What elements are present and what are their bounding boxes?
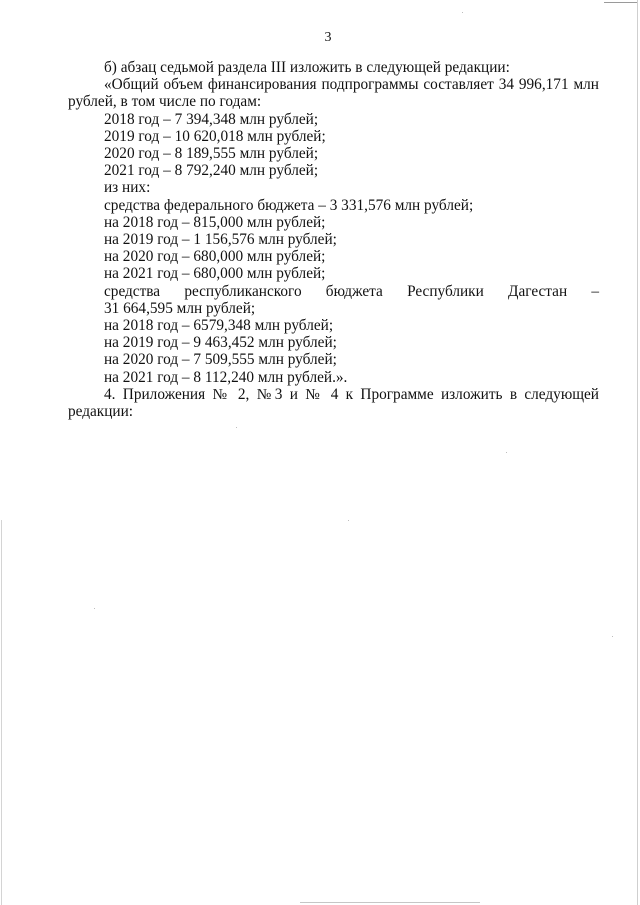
document-body <box>68 59 599 420</box>
republic-title-line: средства республиканского бюджета Республики Дагестан – <box>104 282 599 300</box>
scan-edge-left <box>1 520 2 905</box>
of-them-line: из них: <box>104 179 151 197</box>
federal-year-line: на 2019 год – 1 156,576 млн рублей; <box>104 231 337 249</box>
federal-year-line: на 2018 год – 815,000 млн рублей; <box>104 213 326 231</box>
republic-year-line: на 2021 год – 8 112,240 млн рублей.». <box>104 368 348 386</box>
federal-year-line: на 2020 год – 680,000 млн рублей; <box>104 248 326 266</box>
federal-title-line: средства федерального бюджета – 3 331,576 млн рублей; <box>104 196 474 214</box>
year-total-line: 2021 год – 8 792,240 млн рублей; <box>104 162 319 180</box>
quote-paragraph: «Общий объем финансирования подпрограммы составляет 34 996,171 млн рублей, в том числе по годам: <box>68 76 599 111</box>
scan-speck <box>506 452 507 453</box>
scan-speck <box>236 427 237 428</box>
scan-speck <box>348 520 349 521</box>
scan-edge-right <box>637 0 638 905</box>
point-4-paragraph: 4. Приложения № 2, №3 и № 4 к Программе изложить в следующей редакции: <box>68 385 599 421</box>
scan-speck <box>94 608 95 609</box>
scan-speck <box>612 636 613 637</box>
year-total-line: 2020 год – 8 189,555 млн рублей; <box>104 145 319 163</box>
republic-year-line: на 2018 год – 6579,348 млн рублей; <box>104 317 334 335</box>
page-number: 3 <box>324 30 332 45</box>
republic-year-line: на 2020 год – 7 509,555 млн рублей; <box>104 351 337 369</box>
year-total-line: 2018 год – 7 394,348 млн рублей; <box>104 110 319 128</box>
republic-title-continuation: 31 664,595 млн рублей; <box>104 299 256 317</box>
scan-speck <box>462 12 463 13</box>
federal-year-line: на 2021 год – 680,000 млн рублей; <box>104 265 326 283</box>
year-total-line: 2019 год – 10 620,018 млн рублей; <box>104 127 326 145</box>
republic-year-line: на 2019 год – 9 463,452 млн рублей; <box>104 334 337 352</box>
scan-artifact-bottom <box>300 902 480 903</box>
intro-line: б) абзац седьмой раздела III изложить в следующей редакции: <box>104 59 510 76</box>
scan-artifact-top <box>604 2 638 3</box>
